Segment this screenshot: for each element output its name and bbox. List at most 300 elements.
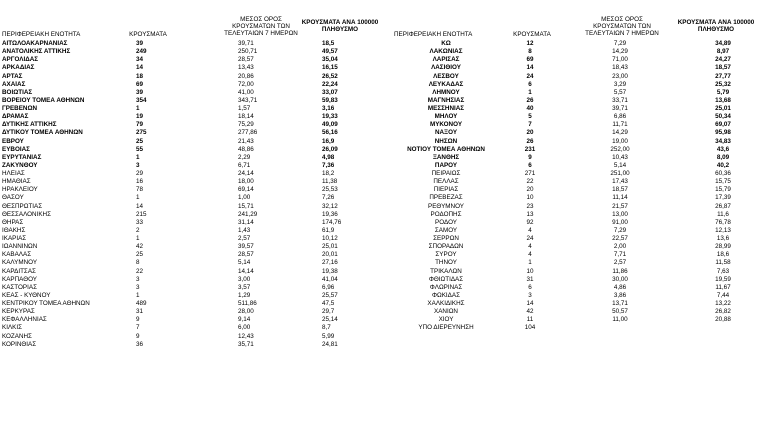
avg-cell: 20,86: [238, 72, 254, 80]
region-cell: ΚΑΣΤΟΡΙΑΣ: [2, 283, 37, 291]
left-table-body: [0, 40, 385, 349]
avg-cell: 39,57: [238, 243, 254, 251]
per100k-cell: 33,07: [322, 88, 338, 96]
per100k-cell: 15,75: [715, 178, 731, 186]
avg-cell: 39,71: [612, 105, 628, 112]
avg-cell: 5,14: [613, 161, 627, 169]
cases-cell: 4: [528, 251, 532, 259]
table-row: [390, 259, 764, 267]
cases-cell: 55: [136, 145, 144, 153]
table-row: [390, 146, 764, 154]
cases-cell: 8: [136, 259, 140, 267]
per100k-cell: 41,04: [322, 275, 338, 283]
cases-cell: 14: [136, 64, 144, 72]
per100k-cell: 25,01: [322, 243, 338, 251]
cases-cell: 4: [528, 226, 532, 234]
cases-cell: 1: [528, 259, 532, 267]
region-cell: ΘΕΣΣΑΛΟΝΙΚΗΣ: [2, 210, 51, 218]
avg-cell: 2,57: [613, 259, 627, 267]
per100k-cell: 95,98: [715, 129, 731, 137]
region-cell: ΝΟΤΙΟΥ ΤΟΜΕΑ ΑΘΗΝΩΝ: [407, 145, 485, 153]
cases-cell: 3: [136, 275, 140, 283]
cases-cell: 6: [528, 161, 532, 169]
per100k-cell: 19,38: [322, 267, 338, 275]
table-row: [390, 162, 764, 170]
cases-cell: 271: [524, 170, 536, 177]
cases-cell: 39: [136, 40, 144, 47]
per100k-cell: 11,6: [717, 210, 729, 218]
avg-cell: 7,29: [613, 40, 627, 47]
region-cell: ΓΡΕΒΕΝΩΝ: [2, 105, 38, 112]
table-row: [0, 186, 385, 194]
per100k-cell: 26,52: [322, 72, 338, 80]
per100k-cell: 26,82: [715, 308, 731, 316]
cases-cell: 3: [136, 161, 140, 169]
per100k-cell: 18,57: [715, 64, 731, 72]
per100k-cell: 69,07: [715, 121, 731, 129]
region-cell: ΗΛΕΙΑΣ: [2, 170, 25, 177]
cases-cell: 2: [136, 226, 140, 234]
region-cell: ΛΗΜΝΟΥ: [432, 88, 460, 96]
region-cell: ΕΥΒΟΙΑΣ: [2, 145, 30, 153]
avg-cell: 3,57: [238, 283, 251, 291]
avg-cell: 28,00: [238, 308, 254, 316]
cases-cell: 5: [528, 113, 532, 121]
avg-cell: 11,00: [612, 316, 628, 324]
per100k-cell: 35,04: [322, 56, 338, 64]
region-cell: ΜΗΛΟΥ: [434, 113, 458, 121]
table-row: [0, 81, 385, 89]
table-row: [0, 121, 385, 129]
per100k-cell: 7,36: [322, 161, 335, 169]
avg-cell: 18,00: [238, 178, 254, 186]
table-row: [390, 203, 764, 211]
region-cell: ΡΟΔΟΥ: [435, 218, 457, 226]
avg-cell: 3,86: [613, 291, 627, 299]
per100k-cell: 40,2: [716, 161, 730, 169]
region-cell: ΔΥΤΙΚΗΣ ΑΤΤΙΚΗΣ: [2, 121, 57, 129]
cases-cell: 1: [528, 88, 532, 96]
right-table-body: [390, 40, 764, 333]
per100k-cell: 26,87: [715, 202, 731, 210]
avg-cell: 1,43: [238, 226, 251, 234]
region-cell: ΚΙΛΚΙΣ: [2, 324, 22, 332]
region-cell: ΜΥΚΟΝΟΥ: [429, 121, 463, 129]
avg-cell: 2,29: [238, 153, 251, 161]
cases-cell: 24: [526, 235, 534, 242]
region-cell: ΑΡΓΟΛΙΔΑΣ: [2, 56, 39, 64]
per100k-cell: 6,96: [322, 283, 335, 291]
per100k-cell: 49,09: [322, 121, 338, 129]
avg-cell: [558, 324, 682, 332]
table-row: [390, 105, 764, 113]
per100k-cell: 19,33: [322, 113, 338, 121]
per100k-cell: 47,5: [322, 300, 335, 307]
table-row: [0, 129, 385, 137]
region-cell: ΦΘΙΩΤΙΔΑΣ: [428, 275, 464, 283]
right-table: [390, 40, 764, 333]
table-row: [0, 284, 385, 292]
cases-cell: 12: [526, 40, 534, 47]
avg-cell: 21,57: [612, 202, 628, 210]
cases-cell: 22: [136, 267, 144, 275]
per100k-cell: 25,14: [322, 316, 338, 324]
region-cell: ΑΡΚΑΔΙΑΣ: [2, 64, 35, 72]
cases-cell: 42: [526, 308, 534, 316]
region-cell: ΧΑΝΙΩΝ: [434, 308, 458, 316]
table-row: [390, 324, 764, 332]
per100k-cell: 28,99: [715, 243, 731, 251]
per100k-cell: 18,2: [322, 170, 335, 177]
table-row: [390, 89, 764, 97]
region-cell: ΥΠΟ ΔΙΕΡΕΥΝΗΣΗ: [418, 324, 474, 332]
header-per100k-right: ΚΡΟΥΣΜΑΤΑ ΑΝΑ 100000 ΠΛΗΘΥΣΜΟ: [677, 19, 755, 33]
region-cell: ΣΕΡΡΩΝ: [433, 235, 459, 242]
cases-cell: 78: [136, 186, 144, 194]
region-cell: ΘΗΡΑΣ: [2, 218, 24, 226]
avg-cell: 13,71: [612, 300, 628, 307]
region-cell: ΚΕΡΚΥΡΑΣ: [2, 308, 35, 316]
cases-cell: 8: [528, 48, 532, 56]
table-row: [390, 300, 764, 308]
avg-cell: 6,00: [238, 324, 251, 332]
left-table: [0, 40, 385, 349]
per100k-cell: 27,77: [715, 72, 731, 80]
region-cell: ΚΑΒΑΛΑΣ: [2, 251, 32, 259]
per100k-cell: 19,36: [322, 210, 338, 218]
region-cell: ΣΑΜΟΥ: [434, 226, 458, 234]
cases-cell: 3: [136, 283, 140, 291]
table-row: [0, 227, 385, 235]
cases-cell: 23: [526, 202, 534, 210]
cases-cell: 1: [136, 291, 140, 299]
avg-cell: 1,57: [238, 105, 251, 112]
per100k-cell: 25,57: [322, 291, 338, 299]
per100k-cell: 26,09: [322, 145, 338, 153]
avg-cell: 69,14: [238, 186, 254, 194]
avg-cell: 9,14: [238, 316, 251, 324]
table-row: [0, 48, 385, 56]
table-row: [390, 56, 764, 64]
region-cell: ΚΟΖΑΝΗΣ: [2, 332, 32, 340]
region-cell: ΚΑΡΔΙΤΣΑΣ: [2, 267, 36, 275]
cases-cell: 40: [526, 105, 534, 112]
right-panel: [390, 15, 768, 333]
cases-cell: 25: [136, 137, 144, 145]
table-row: [390, 251, 764, 259]
table-row: [0, 73, 385, 81]
per100k-cell: 34,89: [715, 40, 731, 47]
avg-cell: 11,71: [612, 121, 628, 129]
table-row: [0, 178, 385, 186]
region-cell: ΑΡΤΑΣ: [2, 72, 23, 80]
per100k-cell: 59,83: [322, 96, 338, 104]
per100k-cell: 12,13: [715, 226, 731, 234]
per100k-cell: [682, 324, 764, 332]
per100k-cell: 25,53: [322, 186, 338, 194]
table-row: [390, 40, 764, 48]
cases-cell: 42: [136, 243, 144, 251]
region-cell: ΡΕΘΥΜΝΟΥ: [428, 202, 464, 210]
avg-cell: 39,71: [238, 40, 254, 47]
avg-cell: 72,00: [238, 80, 254, 88]
region-cell: ΡΟΔΟΠΗΣ: [430, 210, 462, 218]
per100k-cell: 8,09: [716, 153, 730, 161]
per100k-cell: 8,97: [716, 48, 730, 56]
avg-cell: 10,43: [612, 153, 628, 161]
region-cell: ΕΥΡΥΤΑΝΙΑΣ: [2, 153, 42, 161]
cases-cell: 14: [526, 64, 534, 72]
per100k-cell: 56,16: [322, 129, 338, 137]
header-region-right: ΠΕΡΙΦΕΡΕΙΑΚΗ ΕΝΟΤΗΤΑ: [394, 31, 473, 38]
table-row: [390, 121, 764, 129]
avg-cell: 48,86: [238, 145, 254, 153]
avg-cell: 14,14: [238, 267, 254, 275]
region-cell: ΧΙΟΥ: [438, 316, 454, 324]
table-row: [0, 268, 385, 276]
cases-cell: 215: [136, 210, 147, 218]
avg-cell: 6,86: [613, 113, 627, 121]
cases-cell: 16: [136, 178, 144, 186]
avg-cell: 7,71: [613, 251, 627, 259]
cases-cell: 69: [526, 56, 534, 64]
region-cell: ΚΟΡΙΝΘΙΑΣ: [2, 340, 37, 348]
cases-cell: 29: [136, 170, 144, 177]
per100k-cell: 61,9: [322, 226, 335, 234]
region-cell: ΗΡΑΚΛΕΙΟΥ: [2, 186, 38, 194]
avg-cell: 13,00: [612, 210, 628, 218]
per100k-cell: 24,81: [322, 340, 338, 348]
cases-cell: 104: [524, 324, 536, 332]
avg-cell: 252,00: [610, 145, 630, 153]
table-row: [0, 154, 385, 162]
per100k-cell: 50,34: [715, 113, 731, 121]
table-row: [390, 64, 764, 72]
table-row: [390, 235, 764, 243]
avg-cell: 5,14: [238, 259, 251, 267]
table-row: [390, 211, 764, 219]
cases-cell: 6: [528, 283, 532, 291]
table-row: [390, 227, 764, 235]
region-cell: ΝΑΞΟΥ: [434, 129, 458, 137]
avg-cell: 23,00: [612, 72, 628, 80]
per100k-cell: 17,39: [715, 194, 731, 202]
left-panel: [0, 15, 385, 349]
per100k-cell: 20,88: [715, 316, 731, 324]
per100k-cell: 11,38: [322, 178, 338, 186]
region-cell: ΑΙΤΩΛΟΑΚΑΡΝΑΝΙΑΣ: [2, 40, 68, 47]
avg-cell: 24,14: [238, 170, 254, 177]
table-row: [0, 333, 385, 341]
header-per100k: ΚΡΟΥΣΜΑΤΑ ΑΝΑ 100000 ΠΛΗΘΥΣΜΟ: [301, 19, 379, 33]
avg-cell: 14,29: [612, 48, 628, 56]
region-cell: ΤΡΙΚΑΛΩΝ: [430, 267, 462, 275]
right-header: [390, 15, 768, 40]
avg-cell: 4,86: [613, 283, 627, 291]
region-cell: ΣΠΟΡΑΔΩΝ: [428, 243, 464, 251]
region-cell: ΖΑΚΥΝΘΟΥ: [2, 161, 38, 169]
region-cell: ΦΩΚΙΔΑΣ: [432, 291, 460, 299]
table-row: [390, 113, 764, 121]
per100k-cell: 20,01: [322, 251, 338, 259]
table-row: [390, 219, 764, 227]
table-row: [0, 170, 385, 178]
cases-cell: 92: [526, 218, 534, 226]
per100k-cell: 5,79: [716, 88, 730, 96]
per100k-cell: 4,98: [322, 153, 335, 161]
avg-cell: 5,57: [613, 88, 627, 96]
avg-cell: 17,43: [612, 178, 628, 186]
avg-cell: 50,57: [612, 308, 628, 316]
per100k-cell: 24,27: [715, 56, 731, 64]
per100k-cell: 29,7: [322, 308, 335, 316]
table-row: [390, 97, 764, 105]
cases-cell: 39: [136, 88, 144, 96]
cases-cell: 354: [136, 96, 147, 104]
per100k-cell: 5,99: [322, 332, 335, 340]
per100k-cell: 25,01: [715, 105, 731, 112]
avg-cell: 14,29: [612, 129, 628, 137]
avg-cell: 3,00: [238, 275, 251, 283]
region-cell: ΑΧΑΪΑΣ: [2, 80, 26, 88]
table-row: [0, 292, 385, 300]
cases-cell: 10: [526, 194, 534, 202]
table-row: [390, 170, 764, 178]
header-avg: ΜΕΣΟΣ ΟΡΟΣ ΚΡΟΥΣΜΑΤΩΝ ΤΩΝ ΤΕΛΕΥΤΑΙΩΝ 7 ΗΜΕΡΩΝ: [224, 16, 298, 37]
region-cell: ΚΩ: [441, 40, 451, 47]
table-row: [0, 211, 385, 219]
avg-cell: 277,86: [238, 129, 258, 137]
table-row: [390, 73, 764, 81]
table-row: [0, 276, 385, 284]
cases-cell: 14: [526, 300, 534, 307]
table-row: [0, 203, 385, 211]
avg-cell: 31,14: [238, 218, 254, 226]
table-row: [390, 268, 764, 276]
cases-cell: 1: [136, 105, 140, 112]
header-region: ΠΕΡΙΦΕΡΕΙΑΚΗ ΕΝΟΤΗΤΑ: [2, 31, 81, 38]
table-row: [0, 64, 385, 72]
per100k-cell: 10,12: [322, 235, 338, 242]
per100k-cell: 13,22: [715, 300, 731, 307]
per100k-cell: 27,16: [322, 259, 338, 267]
cases-cell: 14: [136, 202, 144, 210]
region-cell: ΦΛΩΡΙΝΑΣ: [429, 283, 463, 291]
region-cell: ΚΕΑΣ - ΚΥΘΝΟΥ: [2, 291, 51, 299]
per100k-cell: 11,58: [715, 259, 731, 267]
region-cell: ΒΟΙΩΤΙΑΣ: [2, 88, 33, 96]
avg-cell: 12,43: [238, 332, 254, 340]
region-cell: ΚΑΛΥΜΝΟΥ: [2, 259, 38, 267]
per100k-cell: 13,68: [715, 96, 731, 104]
cases-cell: 7: [136, 324, 140, 332]
avg-cell: 35,71: [238, 340, 254, 348]
cases-cell: 6: [528, 80, 532, 88]
region-cell: ΔΡΑΜΑΣ: [2, 113, 29, 121]
region-cell: ΛΕΣΒΟΥ: [433, 72, 459, 80]
cases-cell: 25: [136, 251, 144, 259]
per100k-cell: 34,83: [715, 137, 731, 145]
header-avg-right: ΜΕΣΟΣ ΟΡΟΣ ΚΡΟΥΣΜΑΤΩΝ ΤΩΝ ΤΕΛΕΥΤΑΙΩΝ 7 ΗΜΕΡΩΝ: [585, 16, 659, 37]
avg-cell: 251,00: [610, 170, 630, 177]
avg-cell: 241,29: [238, 210, 258, 218]
region-cell: ΙΩΑΝΝΙΝΩΝ: [2, 243, 38, 251]
per100k-cell: 60,36: [715, 170, 731, 177]
table-row: [0, 259, 385, 267]
cases-cell: 69: [136, 80, 144, 88]
region-cell: ΛΑΣΙΘΙΟΥ: [431, 64, 461, 72]
cases-cell: 231: [524, 145, 536, 153]
avg-cell: 1,29: [238, 291, 251, 299]
cases-cell: 9: [136, 332, 140, 340]
region-cell: ΚΕΦΑΛΛΗΝΙΑΣ: [2, 316, 47, 324]
region-cell: ΛΑΡΙΣΑΣ: [432, 56, 460, 64]
region-cell: ΠΕΙΡΑΙΩΣ: [431, 170, 461, 177]
region-cell: ΛΕΥΚΑΔΑΣ: [428, 80, 464, 88]
avg-cell: 75,29: [238, 121, 254, 129]
table-row: [0, 324, 385, 332]
region-cell: ΙΘΑΚΗΣ: [2, 226, 26, 234]
region-cell: ΗΜΑΘΙΑΣ: [2, 178, 31, 186]
table-row: [390, 48, 764, 56]
avg-cell: 11,14: [612, 194, 628, 202]
per100k-cell: 25,32: [715, 80, 731, 88]
avg-cell: 250,71: [238, 48, 258, 56]
region-cell: ΜΑΓΝΗΣΙΑΣ: [427, 96, 465, 104]
cases-cell: 26: [526, 137, 534, 145]
table-row: [0, 162, 385, 170]
avg-cell: 33,71: [612, 96, 628, 104]
avg-cell: 30,00: [612, 275, 628, 283]
region-cell: ΠΙΕΡΙΑΣ: [433, 186, 459, 194]
avg-cell: 7,29: [613, 226, 627, 234]
cases-cell: 1: [136, 194, 140, 202]
per100k-cell: 7,63: [716, 267, 730, 275]
table-row: [0, 341, 385, 349]
table-row: [0, 113, 385, 121]
cases-cell: 275: [136, 129, 147, 137]
region-cell: ΠΑΡΟΥ: [434, 161, 458, 169]
table-row: [0, 308, 385, 316]
table-row: [390, 138, 764, 146]
region-cell: ΠΡΕΒΕΖΑΣ: [429, 194, 463, 202]
left-header: [0, 15, 385, 40]
per100k-cell: 19,59: [715, 275, 731, 283]
cases-cell: 31: [526, 275, 534, 283]
table-row: [0, 105, 385, 113]
table-row: [0, 316, 385, 324]
avg-cell: 2,57: [238, 235, 251, 242]
per100k-cell: 15,79: [715, 186, 731, 194]
region-cell: ΘΕΣΠΡΩΤΙΑΣ: [2, 202, 43, 210]
region-cell: ΕΒΡΟΥ: [2, 137, 24, 145]
avg-cell: 19,00: [612, 137, 628, 145]
per100k-cell: 16,15: [322, 64, 338, 72]
table-row: [0, 56, 385, 64]
table-row: [0, 235, 385, 243]
per100k-cell: 8,7: [322, 324, 331, 332]
cases-cell: 19: [136, 113, 144, 121]
cases-cell: 31: [136, 308, 144, 316]
table-row: [0, 40, 385, 48]
cases-cell: 79: [136, 121, 144, 129]
region-cell: ΚΑΡΠΑΘΟΥ: [2, 275, 38, 283]
avg-cell: 22,57: [612, 235, 628, 242]
per100k-cell: 43,6: [716, 145, 730, 153]
cases-cell: 18: [136, 72, 144, 80]
cases-cell: 20: [526, 129, 534, 137]
table-row: [390, 129, 764, 137]
